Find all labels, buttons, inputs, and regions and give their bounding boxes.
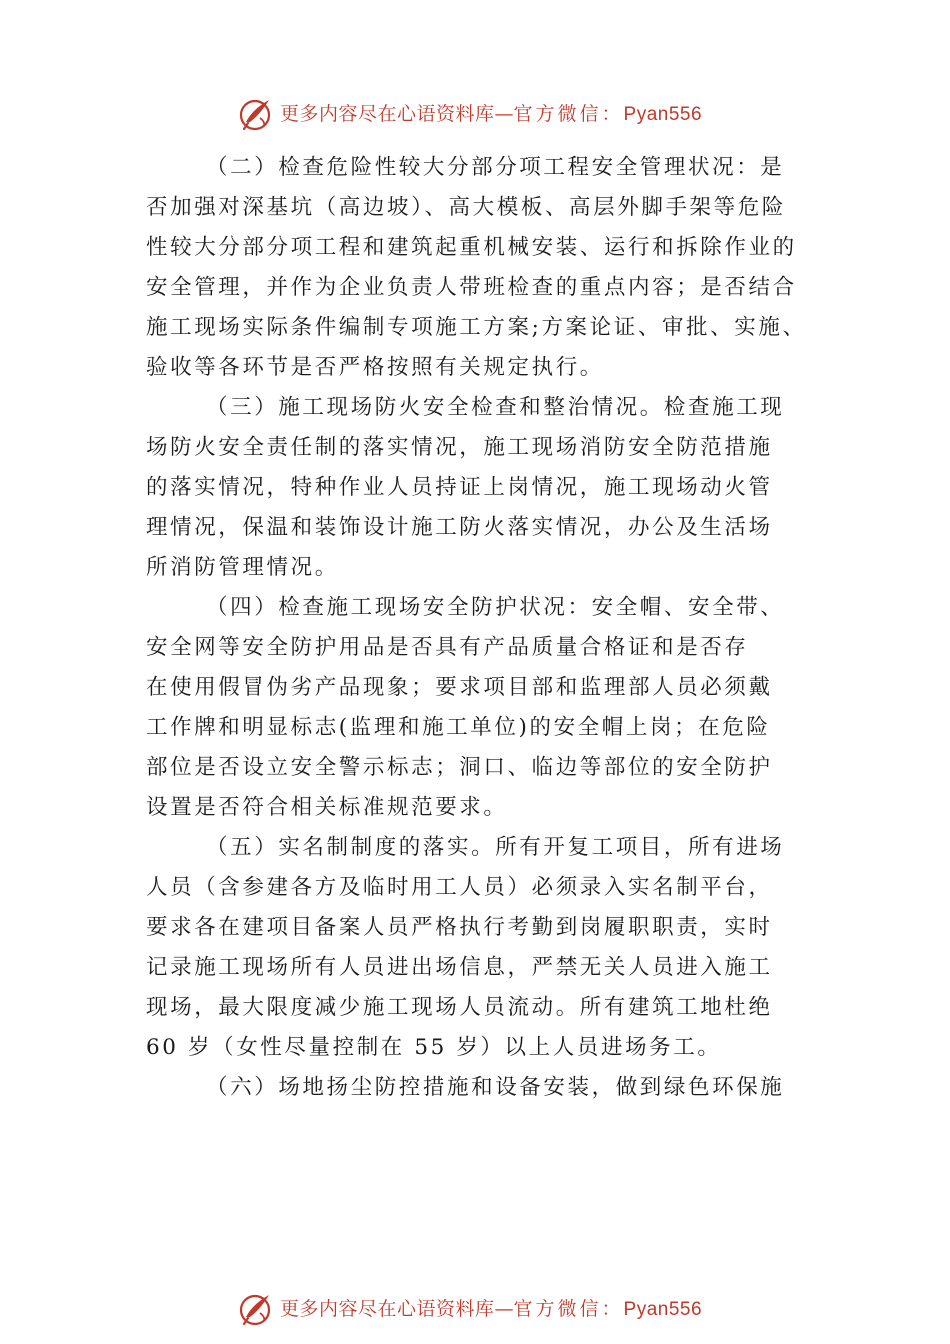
text-line: 人员（含参建各方及临时用工人员）必须录入实名制平台， xyxy=(146,875,773,900)
paragraph-section-3 xyxy=(146,388,826,588)
footer-watermark xyxy=(0,1291,950,1327)
text-line: 要求各在建项目备案人员严格执行考勤到岗履职职责，实时 xyxy=(146,915,773,940)
text-line: 部位是否设立安全警示标志；洞口、临边等部位的安全防护 xyxy=(146,755,773,780)
text-line: 验收等各环节是否严格按照有关规定执行。 xyxy=(146,355,604,380)
watermark-site-name: 更多内容尽在心语资料库 xyxy=(280,1298,495,1320)
quill-logo-icon xyxy=(238,1291,274,1327)
text-line: 否加强对深基坑（高边坡）、高大模板、高层外脚手架等危险 xyxy=(146,195,786,220)
text-line: （二）检查危险性较大分部分项工程安全管理状况：是 xyxy=(206,155,785,180)
text-line: 60 岁（女性尽量控制在 55 岁）以上人员进场务工。 xyxy=(146,1035,722,1060)
watermark-account-id: Pyan556 xyxy=(623,1299,703,1320)
paragraph-section-2 xyxy=(146,148,826,388)
document-body xyxy=(146,148,826,1108)
quill-logo-icon xyxy=(238,96,274,132)
paragraph-section-4 xyxy=(146,588,826,828)
watermark-text xyxy=(280,101,702,128)
text-line: 记录施工现场所有人员进出场信息，严禁无关人员进入施工 xyxy=(146,955,773,980)
text-line: 性较大分部分项工程和建筑起重机械安装、运行和拆除作业的 xyxy=(146,235,797,260)
text-line: 现场，最大限度减少施工现场人员流动。所有建筑工地杜绝 xyxy=(146,995,773,1020)
watermark-dash: — xyxy=(494,1298,514,1320)
text-line: 理情况，保温和装饰设计施工防火落实情况，办公及生活场 xyxy=(146,515,773,540)
watermark-account-id: Pyan556 xyxy=(623,104,703,125)
text-line: （四）检查施工现场安全防护状况：安全帽、安全带、 xyxy=(206,595,785,620)
text-line: （五）实名制制度的落实。所有开复工项目，所有进场 xyxy=(206,835,785,860)
watermark-site-name: 更多内容尽在心语资料库 xyxy=(280,103,495,125)
text-line: 设置是否符合相关标准规范要求。 xyxy=(146,795,508,820)
text-line: （三）施工现场防火安全检查和整治情况。检查施工现 xyxy=(206,395,785,420)
watermark-dash: — xyxy=(494,103,514,125)
paragraph-section-6 xyxy=(146,1068,826,1108)
text-line: 场防火安全责任制的落实情况，施工现场消防安全防范措施 xyxy=(146,435,773,460)
watermark-official-label: 官方微信： xyxy=(513,1298,624,1320)
text-line: 安全网等安全防护用品是否具有产品质量合格证和是否存 xyxy=(146,635,749,660)
text-line: 工作牌和明显标志(监理和施工单位)的安全帽上岗；在危险 xyxy=(146,715,771,740)
text-line: 安全管理，并作为企业负责人带班检查的重点内容；是否结合 xyxy=(146,275,797,300)
watermark-official-label: 官方微信： xyxy=(513,103,624,125)
text-line: 的落实情况，特种作业人员持证上岗情况，施工现场动火管 xyxy=(146,475,773,500)
header-watermark xyxy=(0,96,950,132)
text-line: 所消防管理情况。 xyxy=(146,555,339,580)
text-line: （六）场地扬尘防控措施和设备安装，做到绿色环保施 xyxy=(206,1075,785,1100)
text-line: 施工现场实际条件编制专项施工方案;方案论证、审批、实施、 xyxy=(146,315,807,340)
paragraph-section-5 xyxy=(146,828,826,1068)
watermark-text xyxy=(280,1296,702,1323)
text-line: 在使用假冒伪劣产品现象；要求项目部和监理部人员必须戴 xyxy=(146,675,773,700)
